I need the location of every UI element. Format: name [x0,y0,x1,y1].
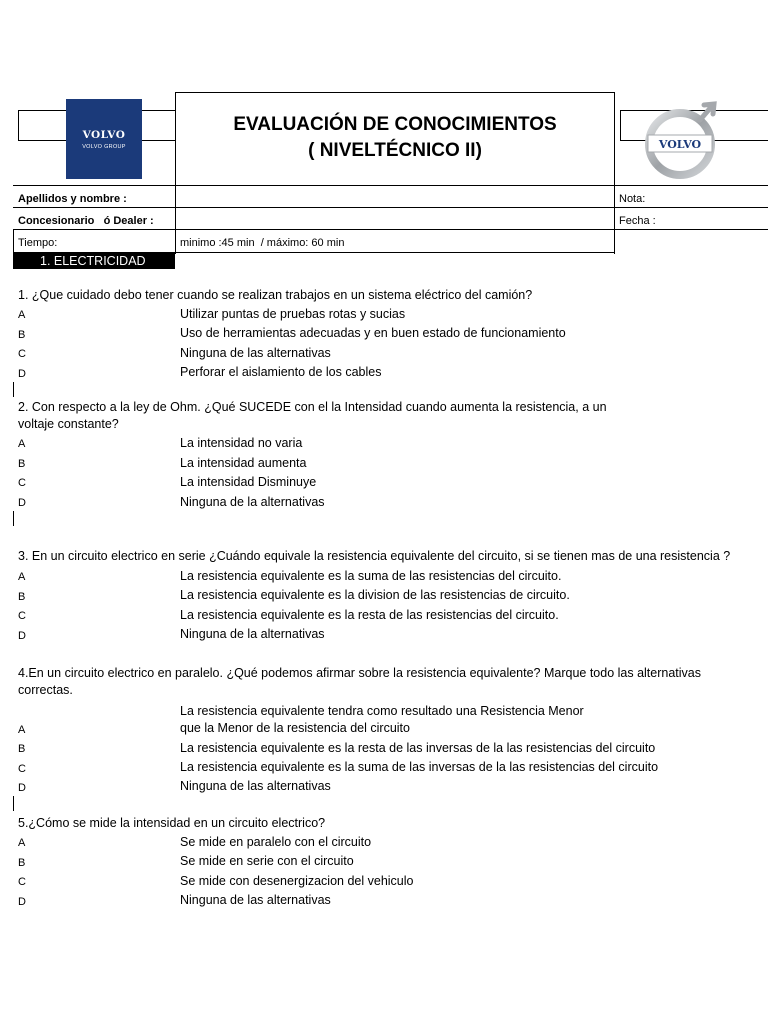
volvo-group-logo [66,99,142,179]
question-4-line-2: correctas. [18,683,73,697]
volvo-emblem-icon [642,98,724,182]
option-text: La resistencia equivalente tendra como resultado una Resistencia Menor [180,704,584,718]
option-text: La intensidad Disminuye [180,475,317,489]
option-letter: C [18,348,26,360]
question-5: 5.¿Cómo se mide la intensidad en un circuito electrico? [18,816,326,830]
option-letter: D [18,896,26,908]
option-text: Se mide con desenergizacion del vehiculo [180,874,414,888]
volvo-emblem-wordmark: VOLVO [658,138,702,151]
option-text: Ninguna de la alternativas [180,627,325,641]
option-text: La resistencia equivalente es la division de las resistencias de circuito. [180,588,570,602]
option-letter: A [18,724,26,736]
option-letter: B [18,329,26,341]
text-cursor [13,511,14,526]
option-letter: A [18,837,26,849]
option-text: Utilizar puntas de pruebas rotas y sucias [180,307,406,321]
form-left-border [13,229,14,253]
option-text: Uso de herramientas adecuadas y en buen estado de funcionamiento [180,326,566,340]
option-text: Ninguna de las alternativas [180,346,331,360]
question-4: 4.En un circuito electrico en paralelo. ¿Qué podemos afirmar sobre la resistencia equivalente? Marque todo las alternativas [18,666,702,680]
right-logo-left-line [620,110,621,141]
option-letter: C [18,610,26,622]
option-text: La intensidad aumenta [180,456,307,470]
dealer-label: Concesionario ó Dealer : [18,215,154,227]
option-text: Ninguna de las alternativas [180,779,331,793]
option-text: Se mide en paralelo con el circuito [180,835,372,849]
time-value: minimo :45 min / máximo: 60 min [180,237,345,249]
option-letter: D [18,630,26,642]
volvo-wordmark: VOLVO [82,128,126,141]
header-top-border [175,92,615,93]
option-text-line-2: que la Menor de la resistencia del circuito [180,721,410,735]
option-text: La resistencia equivalente es la resta de las resistencias del circuito. [180,608,559,622]
option-letter: B [18,857,26,869]
option-letter: A [18,438,26,450]
left-logo-left-line [18,110,19,141]
grade-label: Nota: [619,193,646,205]
question-2-line-2: voltaje constante? [18,417,119,431]
option-letter: B [18,591,26,603]
question-1: 1. ¿Que cuidado debo tener cuando se realizan trabajos en un sistema eléctrico del camión? [18,288,533,302]
option-text: Perforar el aislamiento de los cables [180,365,382,379]
page-title: EVALUACIÓN DE CONOCIMIENTOS [233,114,557,135]
option-text: La resistencia equivalente es la suma de las resistencias del circuito. [180,569,562,583]
option-text: Se mide en serie con el circuito [180,854,354,868]
option-letter: C [18,763,26,775]
option-text: Ninguna de las alternativas [180,893,331,907]
option-text: La intensidad no varia [180,436,303,450]
option-letter: D [18,497,26,509]
name-label: Apellidos y nombre : [18,193,127,205]
page-subtitle: ( NIVELTÉCNICO II) [308,140,482,161]
option-letter: A [18,309,26,321]
text-cursor [13,796,14,811]
text-cursor [13,382,14,397]
option-text: Ninguna de la alternativas [180,495,325,509]
question-3: 3. En un circuito electrico en serie ¿Cuándo equivale la resistencia equivalente del circuito, si se tienen mas de una resistencia ? [18,549,731,563]
option-text: La resistencia equivalente es la resta de las inversas de la las resistencias del circuito [180,741,656,755]
form-row-line-3 [13,229,768,230]
option-letter: D [18,368,26,380]
date-label: Fecha : [619,215,656,227]
option-letter: C [18,876,26,888]
question-2: 2. Con respecto a la ley de Ohm. ¿Qué SUCEDE con el la Intensidad cuando aumenta la resistencia, a un [18,400,607,414]
volvo-group-wordmark: VOLVO GROUP [82,143,126,150]
option-letter: B [18,458,26,470]
option-letter: C [18,477,26,489]
option-letter: A [18,571,26,583]
option-letter: D [18,782,26,794]
section-header: 1. ELECTRICIDAD [13,253,175,269]
option-text: La resistencia equivalente es la suma de las inversas de la las resistencias del circuito [180,760,659,774]
time-label: Tiempo: [18,237,58,249]
option-letter: B [18,743,26,755]
form-row-line-1 [13,185,768,186]
form-row-line-2 [13,207,768,208]
